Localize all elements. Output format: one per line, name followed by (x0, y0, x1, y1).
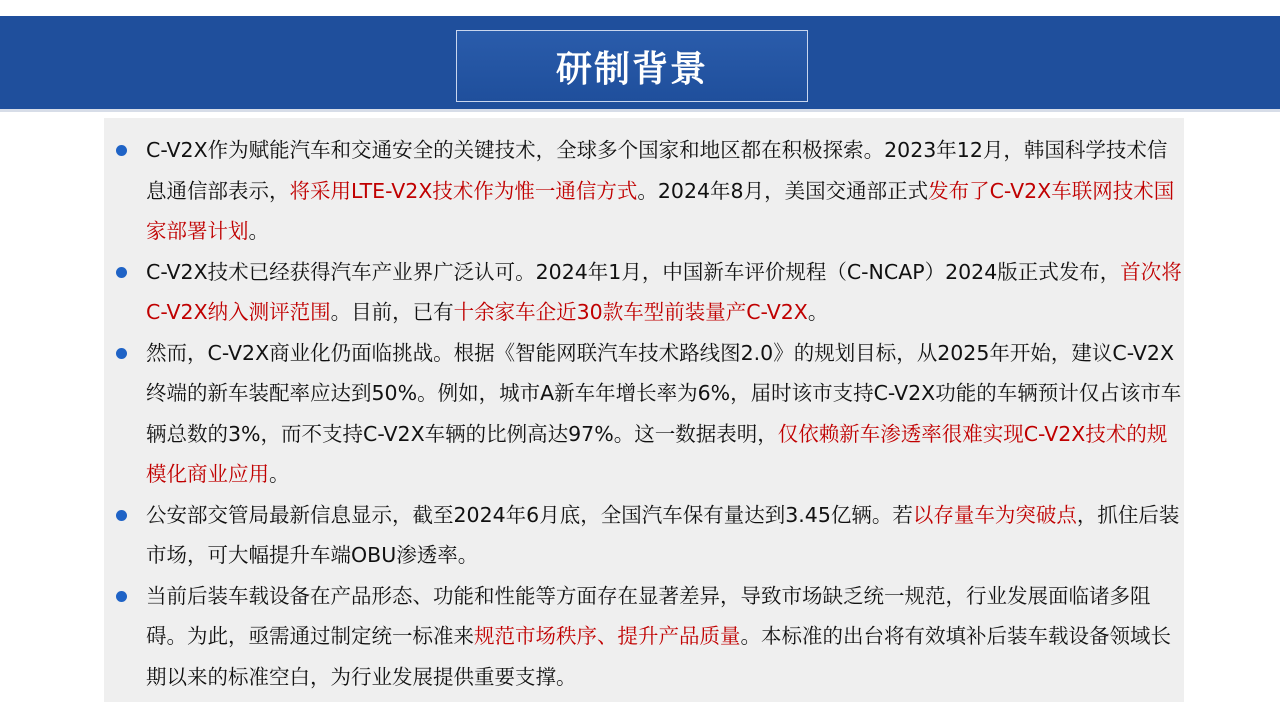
highlight-segment: 将采用LTE-V2X技术作为惟一通信方式 (289, 178, 638, 203)
bullet-item (112, 495, 1182, 576)
bullet-text (146, 503, 1179, 568)
page-title: 研制背景 (555, 48, 708, 90)
bullet-list (112, 130, 1182, 697)
bullet-text (146, 260, 1182, 325)
text-segment: 。本标准的出台将有效填补后装车载设备领域长期以来的标准空白，为行业发展提供重要支撑。 (146, 624, 1171, 689)
text-segment: 。 (807, 300, 829, 324)
text-segment: 然而，C-V2X商业化仍面临挑战。根据《智能网联汽车技术路线图2.0》的规划目标，从2025年开始，建议C-V2X终端的新车装配率应达到50%。例如，城市A新车年增长率为6%，届时该市支持C-V2X功能的车辆预计仅占该市车辆总数的3%，而不支持C-V2X车辆的比例高达97%。这一数据表明， (146, 340, 1182, 446)
highlight-segment: 仅依赖新车渗透率很难实现C-V2X技术的规模化商业应用 (146, 421, 1168, 486)
bullet-item (112, 130, 1182, 252)
highlight-segment: 发布了C-V2X车联网技术国家部署计划 (146, 178, 1175, 243)
text-segment: 。2024年8月，美国交通部正式 (637, 178, 929, 203)
text-segment: 。 (248, 219, 269, 243)
bullet-text (146, 138, 1174, 243)
bullet-item (112, 576, 1182, 698)
highlight-segment: 规范市场秩序、提升产品质量 (474, 624, 741, 648)
bullet-dot-icon (116, 348, 127, 359)
text-segment: 当前后装车载设备在产品形态、功能和性能等方面存在显著差异，导致市场缺乏统一规范，行业发展面临诸多阻碍。为此，亟需通过制定统一标准来 (146, 583, 1151, 648)
bullet-text (146, 341, 1181, 487)
text-segment: C-V2X技术已经获得汽车产业界广泛认可。2024年1月，中国新车评价规程（C-NCAP）2024版正式发布， (146, 259, 1121, 284)
title-box (456, 30, 808, 102)
highlight-segment: 以存量车为突破点 (912, 502, 1077, 527)
text-segment: C-V2X作为赋能汽车和交通安全的关键技术，全球多个国家和地区都在积极探索。2023年12月，韩国科学技术信息通信部表示， (146, 138, 1168, 203)
bullet-item (112, 252, 1182, 333)
bullet-dot-icon (116, 145, 127, 156)
bullet-dot-icon (116, 267, 127, 278)
bullet-item (112, 333, 1182, 495)
text-segment: 。 (269, 462, 290, 486)
text-segment: 公安部交管局最新信息显示，截至2024年6月底，全国汽车保有量达到3.45亿辆。若 (146, 502, 913, 527)
text-segment: 。目前，已有 (330, 300, 454, 324)
highlight-segment: 十余家车企近30款车型前装量产C-V2X (453, 300, 808, 324)
highlight-segment: 首次将C-V2X纳入测评范围 (146, 259, 1182, 324)
text-segment: ，抓住后装市场，可大幅提升车端OBU渗透率。 (146, 502, 1180, 567)
bullet-dot-icon (116, 510, 127, 521)
bullet-text (146, 584, 1171, 689)
bullet-dot-icon (116, 591, 127, 602)
